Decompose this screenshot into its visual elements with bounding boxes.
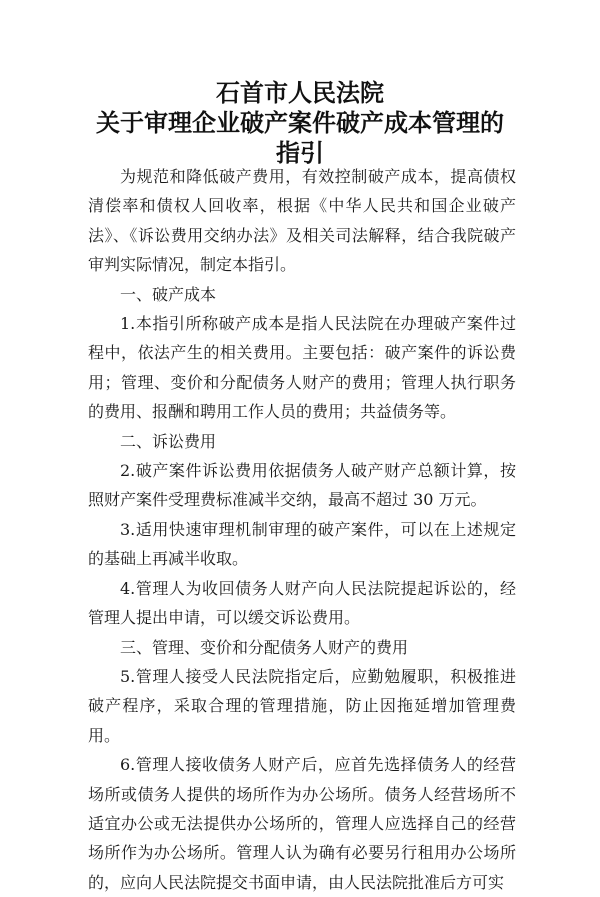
article-5-paragraph: 5.管理人接受人民法院指定后，应勤勉履职，积极推进破产程序，采取合理的管理措施，防止因拖延增加管理费用。 — [88, 666, 516, 745]
preamble-paragraph: 为规范和降低破产费用，有效控制破产成本，提高债权清偿率和债权人回收率，根据《中华人民共和国企业破产法》、《诉讼费用交纳办法》及相关司法解释，结合我院破产审判实际情况，制定本指引。 — [88, 167, 516, 275]
section-heading-bankruptcy-cost: 一、破产成本 — [120, 284, 217, 304]
document-title — [0, 78, 600, 168]
article-1-paragraph: 1.本指引所称破产成本是指人民法院在办理破产案件过程中，依法产生的相关费用。主要包括：破产案件的诉讼费用；管理、变价和分配债务人财产的费用；管理人执行职务的费用、报酬和聘用工作人员的费用；共益债务等。 — [88, 314, 516, 422]
document-body — [88, 162, 516, 897]
title-line-subject: 关于审理企业破产案件破产成本管理的 — [96, 108, 504, 137]
section-heading-litigation-fees: 二、诉讼费用 — [120, 431, 217, 451]
article-4-paragraph: 4.管理人为收回债务人财产向人民法院提起诉讼的，经管理人提出申请，可以缓交诉讼费用。 — [88, 578, 516, 628]
title-line-guide: 指引 — [276, 138, 324, 167]
section-heading-property-management: 三、管理、变价和分配债务人财产的费用 — [120, 637, 409, 657]
article-3-paragraph: 3.适用快速审理机制审理的破产案件，可以在上述规定的基础上再减半收取。 — [88, 519, 516, 569]
article-6-paragraph: 6.管理人接收债务人财产后，应首先选择债务人的经营场所或债务人提供的场所作为办公场所。债务人经营场所不适宜办公或无法提供办公场所的，管理人应选择自己的经营场所作为办公场所。管理人认为确有必要另行租用办公场所的，应向人民法院提交书面申请，由人民法院批准后方可实 — [88, 755, 516, 892]
title-line-court: 石首市人民法院 — [216, 78, 384, 107]
article-2-paragraph: 2.破产案件诉讼费用依据债务人破产财产总额计算，按照财产案件受理费标准减半交纳，最高不超过 30 万元。 — [88, 461, 516, 510]
